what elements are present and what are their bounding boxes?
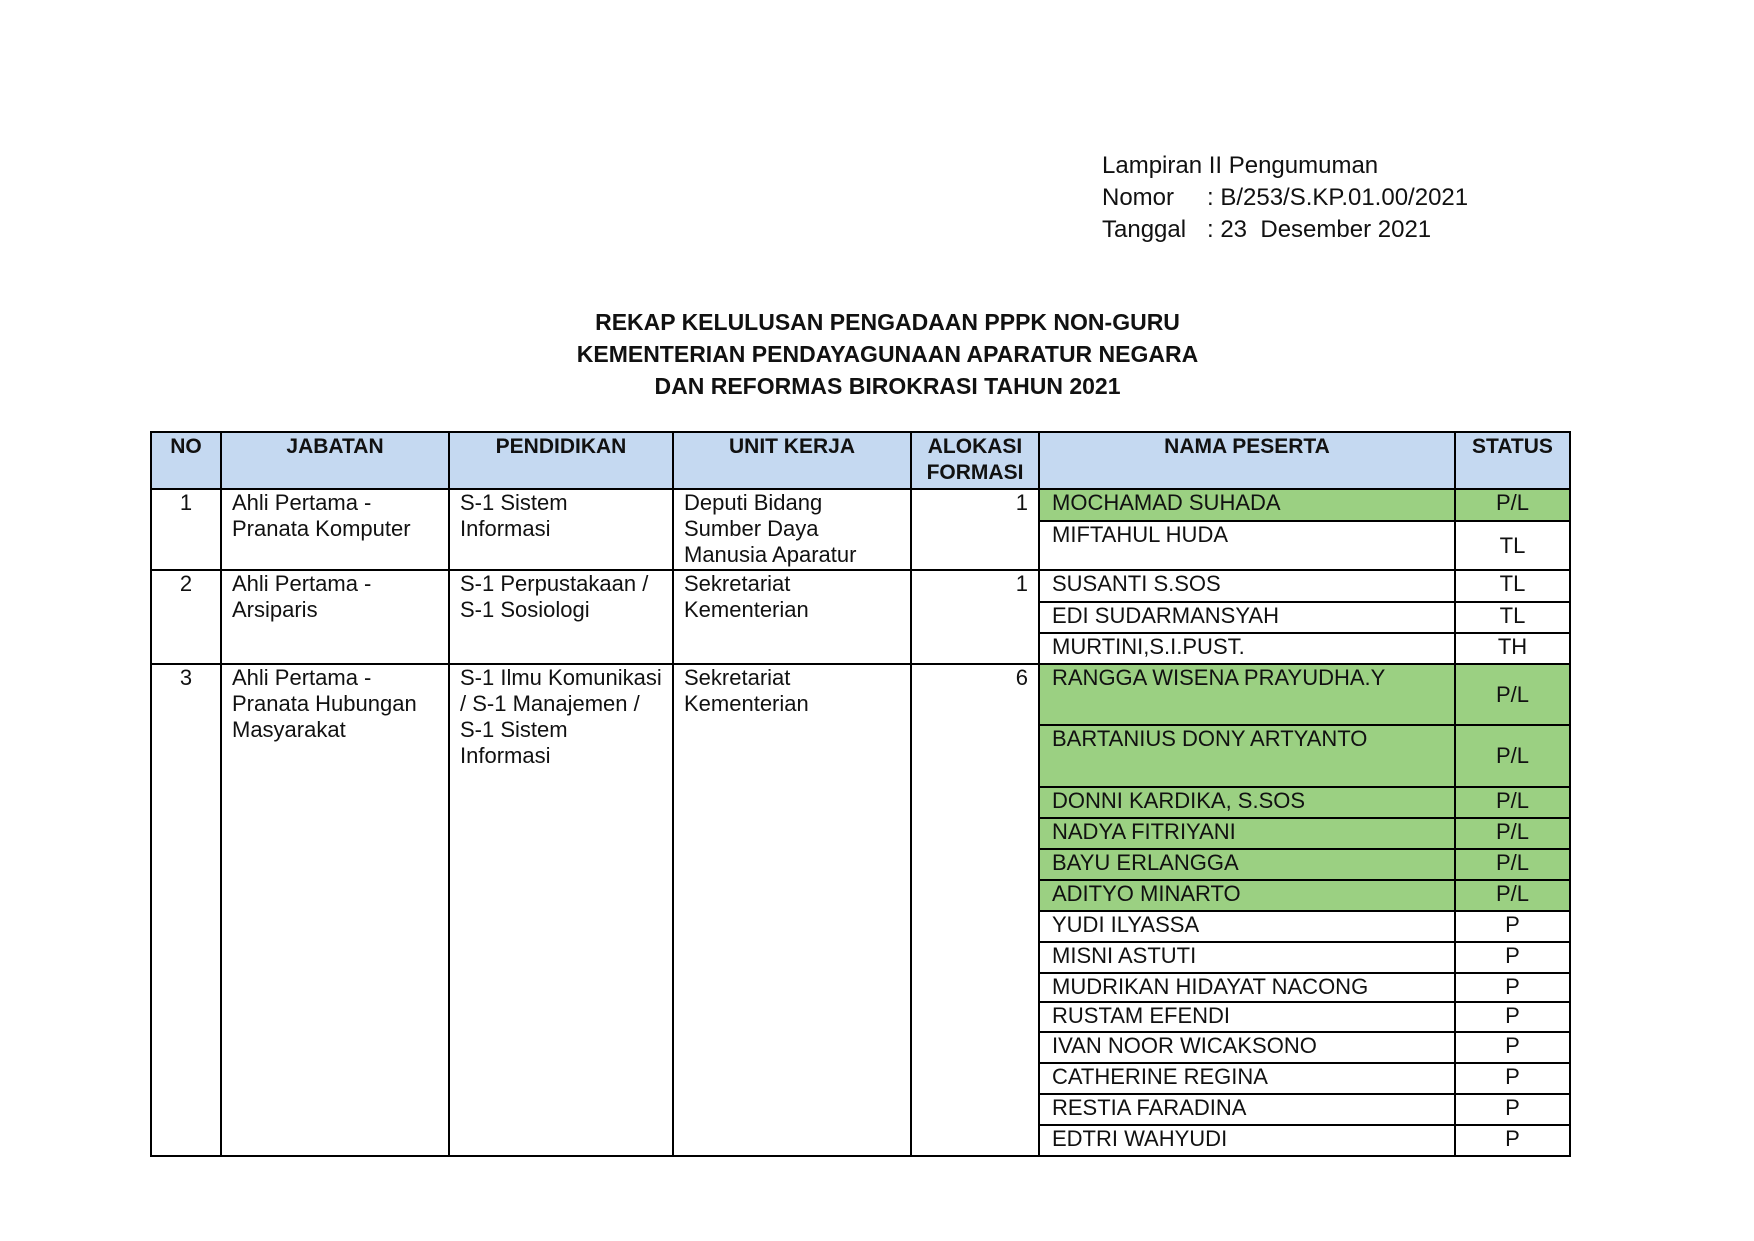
title-line-3: DAN REFORMAS BIROKRASI TAHUN 2021 xyxy=(654,373,1121,399)
tanggal-value: : 23 Desember 2021 xyxy=(1207,216,1432,243)
attachment-info xyxy=(1102,150,1468,246)
group-no: 1 xyxy=(151,489,221,570)
participant-status: P xyxy=(1455,911,1570,942)
participant-name: MURTINI,S.I.PUST. xyxy=(1039,633,1455,664)
participant-name: RANGGA WISENA PRAYUDHA.Y xyxy=(1039,664,1455,725)
participant-status: P xyxy=(1455,1094,1570,1125)
participant-name: RESTIA FARADINA xyxy=(1039,1094,1455,1125)
title-line-1: REKAP KELULUSAN PENGADAAN PPPK NON-GURU xyxy=(595,309,1180,335)
participant-status: P xyxy=(1455,973,1570,1002)
participant-status: P/L xyxy=(1455,849,1570,880)
header-no: NO xyxy=(151,432,221,489)
participant-name: RUSTAM EFENDI xyxy=(1039,1002,1455,1032)
participant-status: P xyxy=(1455,1125,1570,1156)
group-jabatan: Ahli Pertama - Pranata Komputer xyxy=(221,489,449,570)
participant-status: P/L xyxy=(1455,489,1570,521)
participant-name: MUDRIKAN HIDAYAT NACONG xyxy=(1039,973,1455,1002)
participant-name: ADITYO MINARTO xyxy=(1039,880,1455,911)
group-pendidikan: S-1 Sistem Informasi xyxy=(449,489,673,570)
participant-status: TL xyxy=(1455,570,1570,602)
group-no: 3 xyxy=(151,664,221,1156)
participant-status: TL xyxy=(1455,602,1570,633)
header-alokasi-formasi xyxy=(911,432,1039,489)
attachment-tanggal xyxy=(1102,214,1468,246)
participant-name: IVAN NOOR WICAKSONO xyxy=(1039,1032,1455,1063)
participant-name: DONNI KARDIKA, S.SOS xyxy=(1039,787,1455,818)
participant-status: P/L xyxy=(1455,725,1570,787)
header-status: STATUS xyxy=(1455,432,1570,489)
participant-status: P/L xyxy=(1455,664,1570,725)
attachment-nomor xyxy=(1102,182,1468,214)
group-unit-kerja: Sekretariat Kementerian xyxy=(673,570,911,664)
header-alokasi-line-2: FORMASI xyxy=(926,461,1024,484)
nomor-value: : B/253/S.KP.01.00/2021 xyxy=(1207,184,1469,211)
participant-name: EDTRI WAHYUDI xyxy=(1039,1125,1455,1156)
participant-status: P/L xyxy=(1455,787,1570,818)
document-title xyxy=(0,306,1754,402)
participant-status: P xyxy=(1455,1002,1570,1032)
participant-name: YUDI ILYASSA xyxy=(1039,911,1455,942)
header-pendidikan: PENDIDIKAN xyxy=(449,432,673,489)
participant-name: MISNI ASTUTI xyxy=(1039,942,1455,973)
group-jabatan: Ahli Pertama - Arsiparis xyxy=(221,570,449,664)
participant-status: P/L xyxy=(1455,880,1570,911)
participant-status: TH xyxy=(1455,633,1570,664)
participant-name: SUSANTI S.SOS xyxy=(1039,570,1455,602)
participant-status: TL xyxy=(1455,521,1570,570)
participant-name: EDI SUDARMANSYAH xyxy=(1039,602,1455,633)
participant-status: P xyxy=(1455,1032,1570,1063)
group-alokasi: 1 xyxy=(911,570,1039,664)
group-unit-kerja: Deputi Bidang Sumber Daya Manusia Aparatur xyxy=(673,489,911,570)
participant-name: BARTANIUS DONY ARTYANTO xyxy=(1039,725,1455,787)
nomor-label: Nomor xyxy=(1102,184,1175,211)
participant-status: P xyxy=(1455,1063,1570,1094)
participant-status: P xyxy=(1455,942,1570,973)
table-row xyxy=(151,489,1570,521)
group-pendidikan: S-1 Perpustakaan / S-1 Sosiologi xyxy=(449,570,673,664)
header-unit-kerja: UNIT KERJA xyxy=(673,432,911,489)
group-jabatan: Ahli Pertama - Pranata Hubungan Masyarakat xyxy=(221,664,449,1156)
tanggal-label: Tanggal xyxy=(1102,216,1187,243)
header-nama-peserta: NAMA PESERTA xyxy=(1039,432,1455,489)
participant-name: MIFTAHUL HUDA xyxy=(1039,521,1455,570)
participant-name: BAYU ERLANGGA xyxy=(1039,849,1455,880)
attachment-title: Lampiran II Pengumuman xyxy=(1102,152,1379,179)
group-unit-kerja: Sekretariat Kementerian xyxy=(673,664,911,1156)
group-alokasi: 6 xyxy=(911,664,1039,1156)
table-header-row xyxy=(151,432,1570,489)
group-no: 2 xyxy=(151,570,221,664)
recap-table xyxy=(150,431,1571,1157)
table-row xyxy=(151,664,1570,725)
header-alokasi-line-1: ALOKASI xyxy=(927,435,1023,458)
table-row xyxy=(151,570,1570,602)
participant-status: P/L xyxy=(1455,818,1570,849)
participant-name: MOCHAMAD SUHADA xyxy=(1039,489,1455,521)
group-alokasi: 1 xyxy=(911,489,1039,570)
group-pendidikan: S-1 Ilmu Komunikasi / S-1 Manajemen / S-1 Sistem Informasi xyxy=(449,664,673,1156)
participant-name: CATHERINE REGINA xyxy=(1039,1063,1455,1094)
header-jabatan: JABATAN xyxy=(221,432,449,489)
title-line-2: KEMENTERIAN PENDAYAGUNAAN APARATUR NEGARA xyxy=(576,341,1199,367)
participant-name: NADYA FITRIYANI xyxy=(1039,818,1455,849)
